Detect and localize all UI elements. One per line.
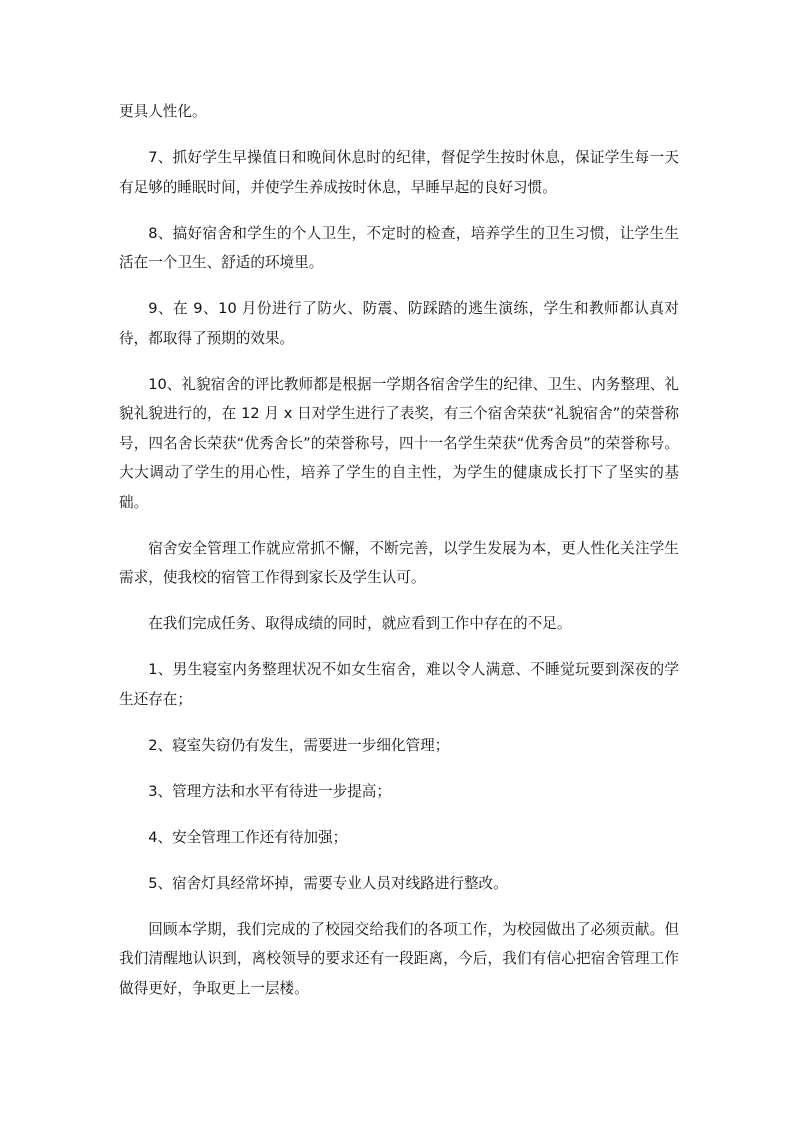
- paragraph-shortcoming-1: 1、男生寝室内务整理状况不如女生宿舍，难以令人满意、不睡觉玩要到深夜的学生还存在；: [119, 661, 679, 708]
- paragraph-continuation: 更具人性化。: [119, 103, 207, 120]
- paragraph-item-9: 9、在 9、10 月份进行了防火、防震、防踩踏的逃生演练，学生和教师都认真对待，都取得了预期的效果。: [119, 300, 679, 347]
- paragraph-item-10: 10、礼貌宿舍的评比教师都是根据一学期各宿舍学生的纪律、卫生、内务整理、礼貌礼貌进行的，在 12 月 x 日对学生进行了表奖，有三个宿舍荣获“礼貌宿舍”的荣誉称号，四名舍长荣获“优秀舍长”的荣誉称号，四十一名学生荣获“优秀舍员”的荣誉称号。大大调动了学生的用心性，培养了学生的自主性，为学生的健康成长打下了坚实的基础。: [119, 375, 679, 511]
- paragraph-shortcoming-5: 5、宿舍灯具经常坏掉，需要专业人员对线路进行整改。: [148, 874, 508, 892]
- paragraph-shortcomings-intro: 在我们完成任务、取得成绩的同时，就应看到工作中存在的不足。: [148, 615, 572, 632]
- paragraph-item-7: 7、抓好学生早操值日和晚间休息时的纪律，督促学生按时休息，保证学生每一天有足够的睡眠时间，并使学生养成按时休息，早睡早起的良好习惯。: [119, 149, 679, 196]
- paragraph-shortcoming-2: 2、寝室失窃仍有发生，需要进一步细化管理；: [148, 736, 450, 754]
- paragraph-shortcoming-3: 3、管理方法和水平有待进一步提高；: [148, 782, 391, 800]
- paragraph-shortcoming-4: 4、安全管理工作还有待加强；: [148, 828, 348, 846]
- paragraph-summary: 宿舍安全管理工作就应常抓不懈，不断完善，以学生发展为本，更人性化关注学生需求，使我校的宿管工作得到家长及学生认可。: [119, 539, 679, 586]
- document-body: [119, 97, 679, 1020]
- paragraph-item-8: 8、搞好宿舍和学生的个人卫生，不定时的检查，培养学生的卫生习惯，让学生生活在一个卫生、舒适的环境里。: [119, 224, 679, 271]
- paragraph-conclusion: 回顾本学期，我们完成的了校园交给我们的各项工作，为校园做出了必须贡献。但我们清醒地认识到，离校领导的要求还有一段距离，今后，我们有信心把宿舍管理工作做得更好，争取更上一层楼。: [119, 920, 679, 997]
